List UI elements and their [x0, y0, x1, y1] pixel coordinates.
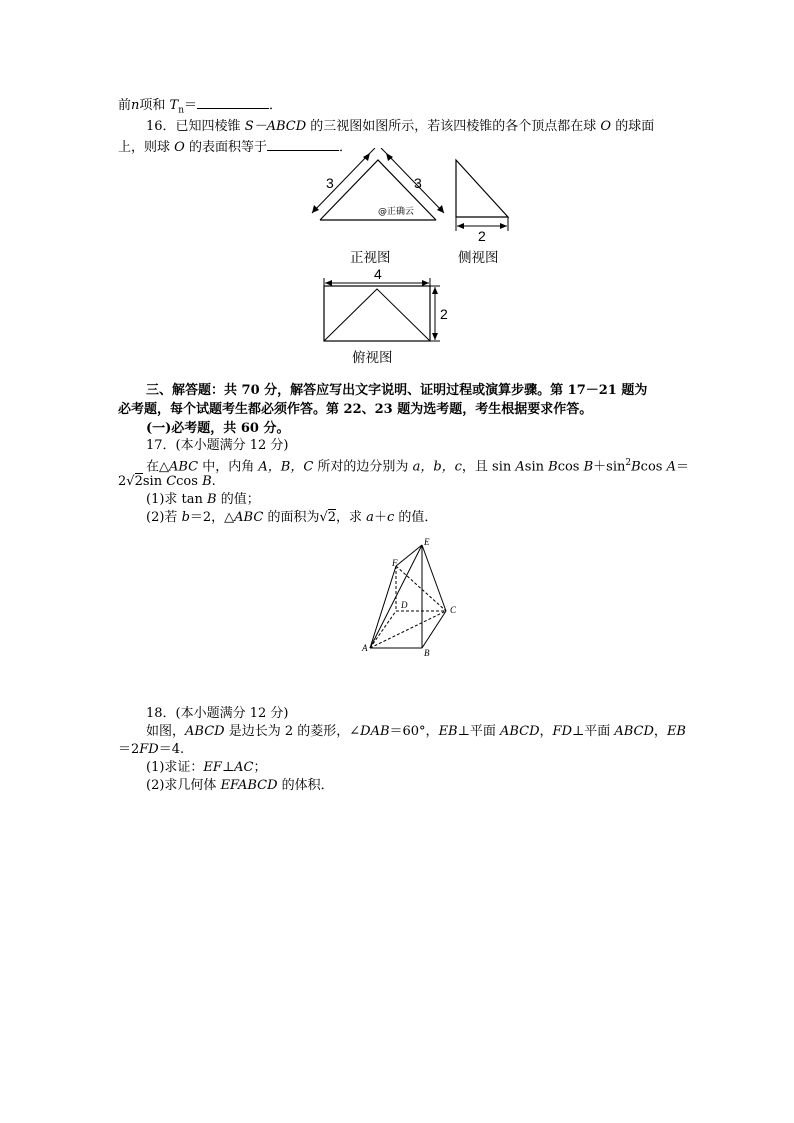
- edge-EC: [422, 545, 446, 611]
- top-view-figure: [316, 264, 446, 354]
- var: ABC: [169, 459, 199, 475]
- var: EB: [666, 724, 686, 739]
- front-left-dim: 3: [326, 175, 334, 191]
- q16-line-1: [146, 117, 654, 136]
- top-view-ridge: [324, 289, 430, 341]
- var: AC: [234, 760, 254, 775]
- text: (2)求几何体: [146, 778, 221, 793]
- edge-AF: [370, 566, 396, 648]
- var: EB: [438, 724, 458, 739]
- q18-part-2: [146, 776, 334, 795]
- q18-line-2: [118, 740, 184, 759]
- var: ABCD: [499, 724, 540, 739]
- text: ，: [653, 724, 667, 739]
- text: 的三视图如图所示，若该四棱锥的各个顶点都在球: [306, 119, 601, 134]
- text: ＝: [184, 98, 198, 113]
- text: 所对的边分别为: [313, 459, 413, 475]
- sqrt-sign: √: [126, 474, 135, 489]
- var: B: [207, 492, 217, 507]
- radicand: 2: [134, 474, 143, 489]
- sqrt-sign: √: [319, 510, 328, 525]
- text: (1)求 tan: [146, 492, 208, 507]
- var: EF: [203, 760, 222, 775]
- q18-part-1: [146, 758, 267, 777]
- var: FD: [139, 742, 159, 757]
- text: (2)若: [146, 510, 182, 525]
- arrow-head: [432, 333, 438, 340]
- point-C: C: [450, 605, 457, 615]
- q17-part-2: [146, 508, 437, 527]
- text: ，: [539, 724, 553, 739]
- edge-AC: [370, 611, 446, 648]
- q17-part-1: [146, 490, 260, 509]
- watermark: @正确云: [378, 207, 415, 217]
- var: B: [202, 474, 212, 489]
- point-A: A: [362, 643, 368, 653]
- var: DAB: [360, 724, 390, 739]
- text: ⊥平面: [457, 724, 500, 739]
- point-B: B: [424, 648, 430, 658]
- var: FD: [552, 724, 572, 739]
- text: ，求: [336, 510, 367, 525]
- text: 是边长为 2 的菱形，∠: [224, 724, 361, 739]
- superscript: 2: [625, 458, 632, 468]
- var: S－ABCD: [244, 119, 307, 134]
- var: b: [181, 510, 190, 525]
- q17-line-1: [146, 454, 689, 476]
- q17-line-2: [118, 472, 216, 491]
- text: 如图，: [146, 724, 186, 739]
- var: A: [515, 459, 525, 475]
- top-view-rect: [324, 286, 430, 341]
- arrow-head: [325, 280, 332, 286]
- text: ，且 sin: [461, 459, 516, 475]
- side-view-triangle: [456, 160, 508, 217]
- q17-heading: 17．(本小题满分 12 分): [146, 438, 289, 453]
- var: ABCD: [614, 724, 654, 739]
- text: ；: [253, 760, 267, 775]
- text: sin: [142, 474, 167, 489]
- text: 项和: [139, 98, 166, 113]
- front-dim-left-line: [312, 153, 370, 213]
- section3-line-2: 必考题，每个试题考生都必须作答。第 22、23 题为选考题，考生根据要求作答。: [118, 402, 593, 417]
- text: 上，则球: [118, 140, 175, 155]
- text: 2: [118, 474, 127, 489]
- front-right-dim: 3: [414, 175, 422, 191]
- text: cos: [557, 459, 584, 475]
- var: a: [366, 510, 374, 525]
- var: A: [666, 459, 676, 475]
- subscript: n: [178, 105, 185, 116]
- text: sin: [524, 459, 549, 475]
- edge-FE: [396, 545, 422, 566]
- text: ＝4.: [158, 742, 185, 757]
- text: .: [211, 474, 216, 489]
- answer-blank: [197, 96, 269, 109]
- var: ABC: [234, 510, 264, 525]
- text: ⊥: [221, 760, 235, 775]
- text: ＝2: [118, 742, 140, 757]
- text: 在△: [146, 459, 169, 475]
- front-view-label: 正视图: [350, 250, 391, 266]
- side-dim: 2: [478, 228, 486, 244]
- text: 的面积为: [263, 510, 320, 525]
- arrow-head: [432, 287, 438, 294]
- side-view-figure: [448, 155, 518, 245]
- var: n: [131, 98, 140, 113]
- var: O: [174, 140, 185, 155]
- arrow-head: [500, 223, 507, 229]
- text: (1)求证：: [146, 760, 204, 775]
- text: 16．已知四棱锥: [146, 119, 245, 134]
- text: ⊥平面: [572, 724, 615, 739]
- var: c: [386, 510, 395, 525]
- text: 的体积．: [277, 778, 334, 793]
- top-height-dim: 2: [440, 306, 448, 322]
- text: ．: [269, 98, 283, 113]
- text: cos: [640, 459, 667, 475]
- extension-line: [370, 148, 375, 153]
- var: ABCD: [185, 724, 225, 739]
- q18-line-1: [146, 722, 686, 741]
- side-view-label: 侧视图: [458, 250, 499, 266]
- text: ．: [338, 140, 352, 155]
- text: ＝60°，: [389, 724, 439, 739]
- text: ＝2，△: [189, 510, 235, 525]
- var: B: [631, 459, 641, 475]
- text: ＝: [675, 459, 689, 475]
- arrow-head: [422, 280, 429, 286]
- top-width-dim: 4: [374, 266, 382, 282]
- point-F: F: [392, 558, 398, 568]
- edge-AD: [370, 611, 396, 648]
- var: T: [169, 98, 179, 113]
- arrow-head: [457, 223, 464, 229]
- text: cos: [176, 474, 203, 489]
- point-D: D: [401, 600, 408, 610]
- extension-line: [381, 148, 386, 153]
- var: A，B，C: [258, 459, 314, 475]
- section3-line-3: (一)必考题，共 60 分。: [146, 421, 290, 436]
- q18-heading: 18．(本小题满分 12 分): [146, 706, 289, 721]
- solid-figure: [356, 536, 466, 661]
- text: 前: [118, 98, 132, 113]
- var: B: [548, 459, 558, 475]
- point-E: E: [424, 537, 430, 547]
- section3-line-1: 三、解答题：共 70 分，解答应写出文字说明、证明过程或演算步骤。第 17－21 题为: [146, 383, 648, 398]
- top-view-label: 俯视图: [352, 350, 393, 366]
- var: a，b，c: [412, 459, 462, 475]
- var: B: [583, 459, 594, 475]
- var: EFABCD: [220, 778, 278, 793]
- front-view-figure: [300, 148, 450, 228]
- text: ＋sin: [593, 459, 626, 475]
- text: 的球面: [611, 119, 655, 134]
- var: O: [600, 119, 612, 134]
- text: 的值；: [216, 492, 260, 507]
- var: C: [166, 474, 177, 489]
- text: 的表面积等于: [184, 140, 267, 155]
- text: ＋: [373, 510, 387, 525]
- radicand: 2: [327, 510, 337, 525]
- text: 的值．: [394, 510, 438, 525]
- text: 中，内角: [198, 459, 259, 475]
